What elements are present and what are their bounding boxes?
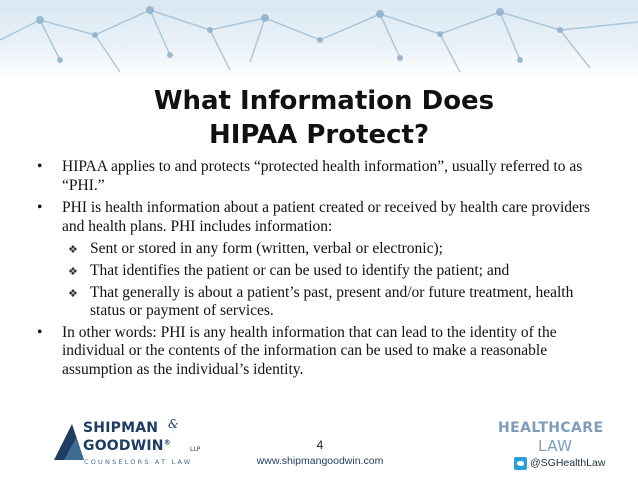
- healthcare-law-logo-line2: LAW: [538, 437, 573, 455]
- bullet-item: [0, 199, 638, 236]
- bullet-text: In other words: PHI is any health information that can lead to the identity of the individual or the contents of the information can be used to make a reasonable assumption as the individual’s identity.: [62, 323, 557, 378]
- sub-bullet-text: Sent or stored in any form (written, verbal or electronic);: [90, 240, 443, 258]
- slide-body: [0, 158, 638, 384]
- twitter-handle[interactable]: @SGHealthLaw: [530, 457, 606, 469]
- bullet-marker: •: [37, 158, 43, 175]
- sub-bullet-text: That generally is about a patient’s past, present and/or future treatment, health status or payment of services.: [90, 283, 574, 320]
- title-line-2: HIPAA Protect?: [208, 120, 430, 150]
- sub-bullet-item: [0, 262, 638, 281]
- slide-title: [0, 84, 638, 152]
- logo-goodwin: [83, 438, 171, 454]
- bullet-marker: •: [37, 199, 43, 217]
- logo-shipman: SHIPMAN: [83, 420, 159, 436]
- bullet-text: PHI is health information about a patient created or received by health care providers and health plans. PHI includes information:: [62, 199, 591, 235]
- bullet-item: [0, 158, 638, 195]
- sub-bullet-item: [0, 240, 638, 259]
- logo-goodwin-text: GOODWIN: [83, 438, 164, 454]
- bullet-marker: •: [37, 323, 43, 341]
- twitter-icon: [514, 457, 527, 470]
- logo-ampersand: &: [168, 417, 179, 431]
- page-number: 4: [316, 438, 324, 452]
- title-line-1: What Information Does: [153, 86, 495, 116]
- diamond-bullet-icon: ❖: [68, 243, 78, 257]
- healthcare-law-logo-line1: HEALTHCARE: [498, 420, 604, 436]
- header-banner: [0, 0, 638, 80]
- sub-bullet-item: [0, 284, 638, 321]
- logo-llp: LLP: [190, 446, 201, 453]
- website-link[interactable]: www.shipmangoodwin.com: [256, 455, 384, 467]
- diamond-bullet-icon: ❖: [68, 286, 78, 300]
- bullet-text: HIPAA applies to and protects “protected health information”, usually referred to as “PHI.”: [62, 158, 583, 194]
- logo-tagline: COUNSELORS AT LAW: [84, 458, 193, 466]
- sub-bullet-text: That identifies the patient or can be used to identify the patient; and: [90, 261, 510, 279]
- logo-registered: ®: [163, 438, 171, 447]
- diamond-bullet-icon: ❖: [68, 264, 78, 278]
- bullet-item: [0, 324, 638, 380]
- network-pattern-graphic: [0, 0, 638, 80]
